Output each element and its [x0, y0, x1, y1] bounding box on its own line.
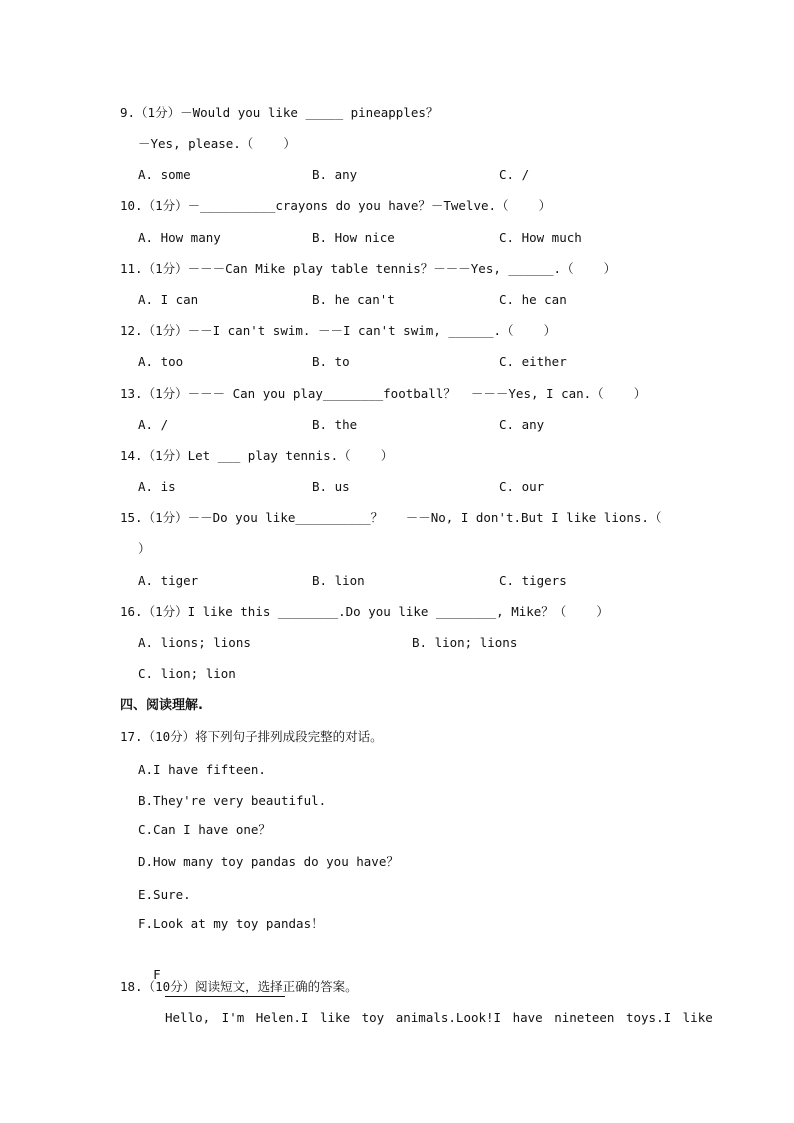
- q9-option-c: C. /: [499, 167, 530, 182]
- q11-stem: 11.（1分）－－－Can Mike play table tennis？－－－Yes, ______.（ ）: [120, 261, 617, 276]
- q18-passage-line: Hello, I'm Helen.I like toy animals.Look!I have nineteen toys.I like: [165, 1010, 713, 1025]
- q14-stem: 14.（1分）Let ___ play tennis.（ ）: [120, 448, 394, 463]
- q17-sentence-d: D.How many toy pandas do you have？: [138, 854, 399, 869]
- q10-option-b: B. How nice: [312, 230, 395, 245]
- q11-option-a: A. I can: [138, 292, 199, 307]
- q15-stem-continuation: ）: [138, 541, 151, 556]
- q17-title: 17.（10分）将下列句子排列成段完整的对话。: [120, 729, 383, 744]
- q13-option-b: B. the: [312, 417, 358, 432]
- q12-option-a: A. too: [138, 354, 184, 369]
- q14-option-c: C. our: [499, 479, 545, 494]
- q17-sentence-e: E.Sure.: [138, 887, 191, 902]
- q12-option-c: C. either: [499, 354, 567, 369]
- q14-option-b: B. us: [312, 479, 350, 494]
- q14-option-a: A. is: [138, 479, 176, 494]
- q17-sentence-f: F.Look at my toy pandas！: [138, 916, 324, 931]
- q17-answer-prefix: F: [153, 967, 161, 982]
- q16-option-c: C. lion; lion: [138, 666, 236, 681]
- q13-option-a: A. /: [138, 417, 169, 432]
- q9-option-a: A. some: [138, 167, 191, 182]
- q11-option-c: C. he can: [499, 292, 567, 307]
- q9-reply: －Yes, please.（ ）: [138, 136, 296, 151]
- q15-option-a: A. tiger: [138, 573, 199, 588]
- q10-option-a: A. How many: [138, 230, 221, 245]
- q13-option-c: C. any: [499, 417, 545, 432]
- q17-sentence-a: A.I have fifteen.: [138, 762, 266, 777]
- q10-stem: 10.（1分）－__________crayons do you have？－Twelve.（ ）: [120, 198, 552, 213]
- q9-option-b: B. any: [312, 167, 358, 182]
- q16-stem: 16.（1分）I like this ________.Do you like ________, Mike？（ ）: [120, 604, 609, 619]
- q10-option-c: C. How much: [499, 230, 582, 245]
- q16-option-a: A. lions; lions: [138, 635, 251, 650]
- q12-option-b: B. to: [312, 354, 350, 369]
- q16-option-b: B. lion; lions: [412, 635, 518, 650]
- q17-sentence-b: B.They're very beautiful.: [138, 793, 327, 808]
- q13-stem: 13.（1分）－－－ Can you play________football？ －－－Yes, I can.（ ）: [120, 386, 647, 401]
- q15-stem: 15.（1分）－－Do you like__________？ －－No, I don't.But I like lions.（: [120, 510, 662, 525]
- q9-stem: 9.（1分）－Would you like _____ pineapples？: [120, 105, 439, 120]
- q18-title: 18.（10分）阅读短文，选择正确的答案。: [120, 979, 358, 994]
- section-heading: 四、阅读理解.: [120, 698, 203, 713]
- q15-option-b: B. lion: [312, 573, 365, 588]
- q12-stem: 12.（1分）－－I can't swim. －－I can't swim, ______.（ ）: [120, 323, 557, 338]
- q15-option-c: C. tigers: [499, 573, 567, 588]
- q17-sentence-c: C.Can I have one？: [138, 822, 271, 837]
- q11-option-b: B. he can't: [312, 292, 395, 307]
